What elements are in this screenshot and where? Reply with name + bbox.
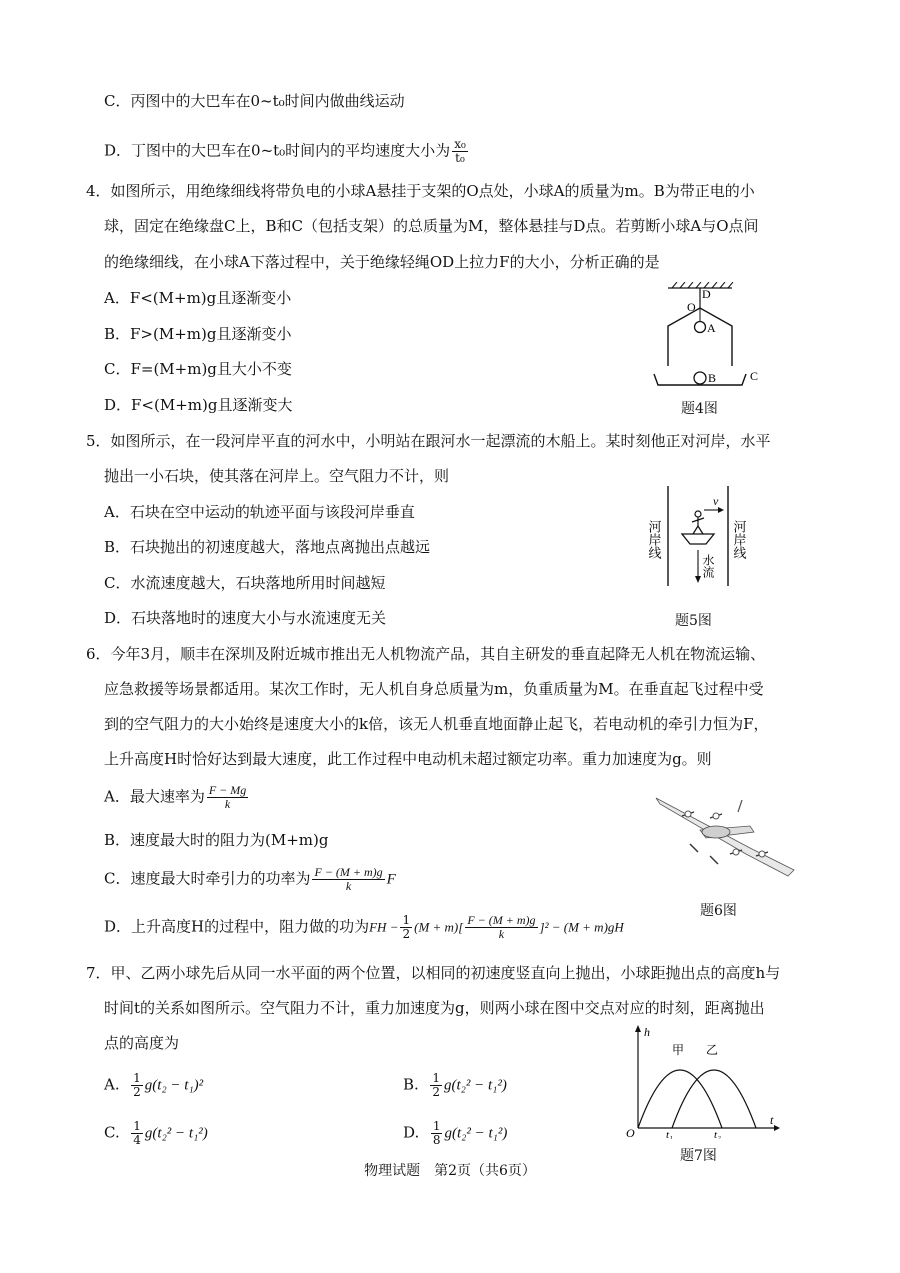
q7-option-c-letter: C. bbox=[104, 1123, 120, 1142]
q6-stem-line2: 应急救援等场景都适用。某次工作时，无人机自身总质量为m，负重质量为M。在垂直起飞过程中受 bbox=[104, 680, 764, 698]
q7-option-b bbox=[403, 1072, 507, 1099]
q6-option-d-formula-c: ]² − (M + m)gH bbox=[539, 919, 624, 935]
q6-stem-line4: 上升高度H时恰好达到最大速度，此工作过程中电动机未超过额定功率。重力加速度为g。则 bbox=[104, 750, 712, 768]
page-footer: 物理试题 第2页（共6页） bbox=[364, 1163, 536, 1179]
q5-figure-label-flow: 水流 bbox=[701, 554, 715, 578]
q4-option-b: B．F>(M+m)g且逐渐变小 bbox=[104, 325, 292, 343]
q7-option-c bbox=[104, 1120, 208, 1147]
q5-figure bbox=[644, 484, 754, 594]
q6-option-c-suffix: F bbox=[386, 871, 396, 888]
q7-option-a-fraction: $\frac{1}{2}$ bbox=[133, 1071, 141, 1099]
q6-stem-line3: 到的空气阻力的大小始终是速度大小的k倍，该无人机垂直地面静止起飞，若电动机的牵引力恒为F， bbox=[104, 715, 769, 733]
q7-option-d-letter: D. bbox=[403, 1123, 420, 1142]
q5-option-d: D．石块落地时的速度大小与水流速度无关 bbox=[104, 609, 387, 627]
q6-option-d-text: D．上升高度H的过程中，阻力做的功为 bbox=[104, 917, 370, 936]
q7-graph bbox=[622, 1024, 782, 1139]
q6-figure-caption: 题6图 bbox=[700, 903, 737, 919]
q6-option-c-text: C．速度最大时牵引力的功率为 bbox=[104, 869, 311, 888]
q7-stem-line3: 点的高度为 bbox=[104, 1034, 180, 1052]
q6-option-d bbox=[104, 914, 624, 941]
q4-figure-caption: 题4图 bbox=[681, 401, 718, 417]
q4-figure-label-o: O bbox=[687, 300, 696, 314]
q4-stem-line2: 球，固定在绝缘盘C上，B和C（包括支架）的总质量为M，整体悬挂与D点。若剪断小球A与O点间 bbox=[104, 217, 759, 235]
q4-option-d: D．F<(M+m)g且逐渐变大 bbox=[104, 396, 293, 414]
q6-option-a-text: A．最大速率为 bbox=[104, 787, 205, 806]
q4-figure-label-d: D bbox=[702, 287, 711, 301]
q6-option-a bbox=[104, 784, 250, 811]
q7-graph-label-yi: 乙 bbox=[706, 1043, 719, 1057]
q4-option-c: C．F=(M+m)g且大小不变 bbox=[104, 360, 292, 378]
q7-option-c-fraction: $\frac{1}{4}$ bbox=[133, 1119, 141, 1147]
q5-figure-label-bank-left: 河岸线 bbox=[646, 520, 662, 559]
q5-figure-caption: 题5图 bbox=[675, 613, 712, 629]
q4-option-a: A．F<(M+m)g且逐渐变小 bbox=[104, 289, 292, 307]
q7-option-b-fraction: $\frac{1}{2}$ bbox=[432, 1071, 440, 1099]
q7-graph-label-h: h bbox=[644, 1025, 650, 1039]
q7-figure-caption: 题7图 bbox=[680, 1148, 717, 1164]
q6-option-a-fraction: $\frac{F - Mg}{k}$ bbox=[208, 783, 247, 811]
q7-curve-jia bbox=[638, 1070, 722, 1128]
q3-option-d bbox=[104, 138, 470, 165]
q6-drone-figure bbox=[650, 790, 800, 890]
q5-stem-line1: 5．如图所示，在一段河岸平直的河水中，小明站在跟河水一起漂流的木船上。某时刻他正对河岸，水平 bbox=[86, 432, 771, 450]
q6-option-c-fraction: $\frac{F - (M + m)g}{k}$ bbox=[314, 865, 383, 893]
q7-option-d-fraction: $\frac{1}{8}$ bbox=[432, 1119, 441, 1147]
q6-option-d-formula-a: FH − bbox=[369, 919, 399, 935]
q4-stem-line1: 4．如图所示，用绝缘细线将带负电的小球A悬挂于支架的O点处，小球A的质量为m。B为带正电的小 bbox=[86, 182, 755, 200]
q7-curve-yi bbox=[672, 1070, 756, 1128]
q5-option-a: A．石块在空中运动的轨迹平面与该段河岸垂直 bbox=[104, 503, 415, 521]
q7-option-d bbox=[403, 1120, 507, 1147]
q7-graph-label-t: t bbox=[770, 1113, 774, 1127]
q7-option-c-expr: g(t₂² − t₁²) bbox=[144, 1125, 208, 1142]
q7-option-d-expr: g(t₂² − t₁²) bbox=[444, 1125, 508, 1142]
q3-option-d-fraction: $\frac{\text{x₀}}{\text{t₀}}$ bbox=[454, 137, 466, 165]
q7-option-b-expr: g(t₂² − t₁²) bbox=[443, 1077, 507, 1094]
q6-option-d-fraction: $\frac{F - (M + m)g}{k}$ bbox=[467, 913, 536, 941]
q4-figure-label-b: B bbox=[708, 371, 717, 385]
q7-stem-line2: 时间t的关系如图所示。空气阻力不计，重力加速度为g，则两小球在图中交点对应的时刻，距离抛出 bbox=[104, 999, 765, 1017]
q5-stem-line2: 抛出一小石块，使其落在河岸上。空气阻力不计，则 bbox=[104, 467, 450, 485]
q4-figure bbox=[640, 282, 780, 392]
q4-figure-label-c: C bbox=[750, 369, 759, 383]
q5-figure-label-bank-right: 河岸线 bbox=[731, 520, 747, 559]
q7-option-a-expr: g(t₂ − t₁)² bbox=[144, 1077, 204, 1094]
q6-option-d-half: $\frac{1}{2}$ bbox=[402, 913, 411, 941]
q4-figure-label-a: A bbox=[707, 321, 716, 335]
q5-figure-label-v: v bbox=[713, 494, 719, 508]
q7-graph-label-t2: t₂ bbox=[714, 1129, 721, 1139]
q5-option-b: B．石块抛出的初速度越大，落地点离抛出点越远 bbox=[104, 538, 431, 556]
q3-option-d-text: D．丁图中的大巴车在0~t₀时间内的平均速度大小为 bbox=[104, 141, 451, 160]
q6-option-d-formula-b: (M + m)[ bbox=[414, 919, 464, 935]
q4-stem-line3: 的绝缘细线，在小球A下落过程中，关于绝缘轻绳OD上拉力F的大小，分析正确的是 bbox=[104, 253, 660, 271]
q7-graph-label-o: O bbox=[626, 1126, 635, 1139]
q5-option-c: C．水流速度越大，石块落地所用时间越短 bbox=[104, 574, 386, 592]
q7-option-b-letter: B. bbox=[403, 1075, 419, 1094]
q7-option-a-letter: A. bbox=[104, 1075, 120, 1094]
q7-graph-label-jia: 甲 bbox=[672, 1043, 685, 1057]
q6-option-b: B．速度最大时的阻力为(M+m)g bbox=[104, 831, 329, 849]
q7-option-a bbox=[104, 1072, 203, 1099]
q6-stem-line1: 6．今年3月，顺丰在深圳及附近城市推出无人机物流产品，其自主研发的垂直起降无人机在物流运输、 bbox=[86, 645, 766, 663]
q3-option-c: C．丙图中的大巴车在0~t₀时间内做曲线运动 bbox=[104, 92, 405, 110]
q6-option-c bbox=[104, 866, 396, 893]
q7-graph-label-t1: t₁ bbox=[666, 1129, 673, 1139]
q7-stem-line1: 7．甲、乙两小球先后从同一水平面的两个位置，以相同的初速度竖直向上抛出，小球距抛出点的高度h与 bbox=[86, 964, 781, 982]
